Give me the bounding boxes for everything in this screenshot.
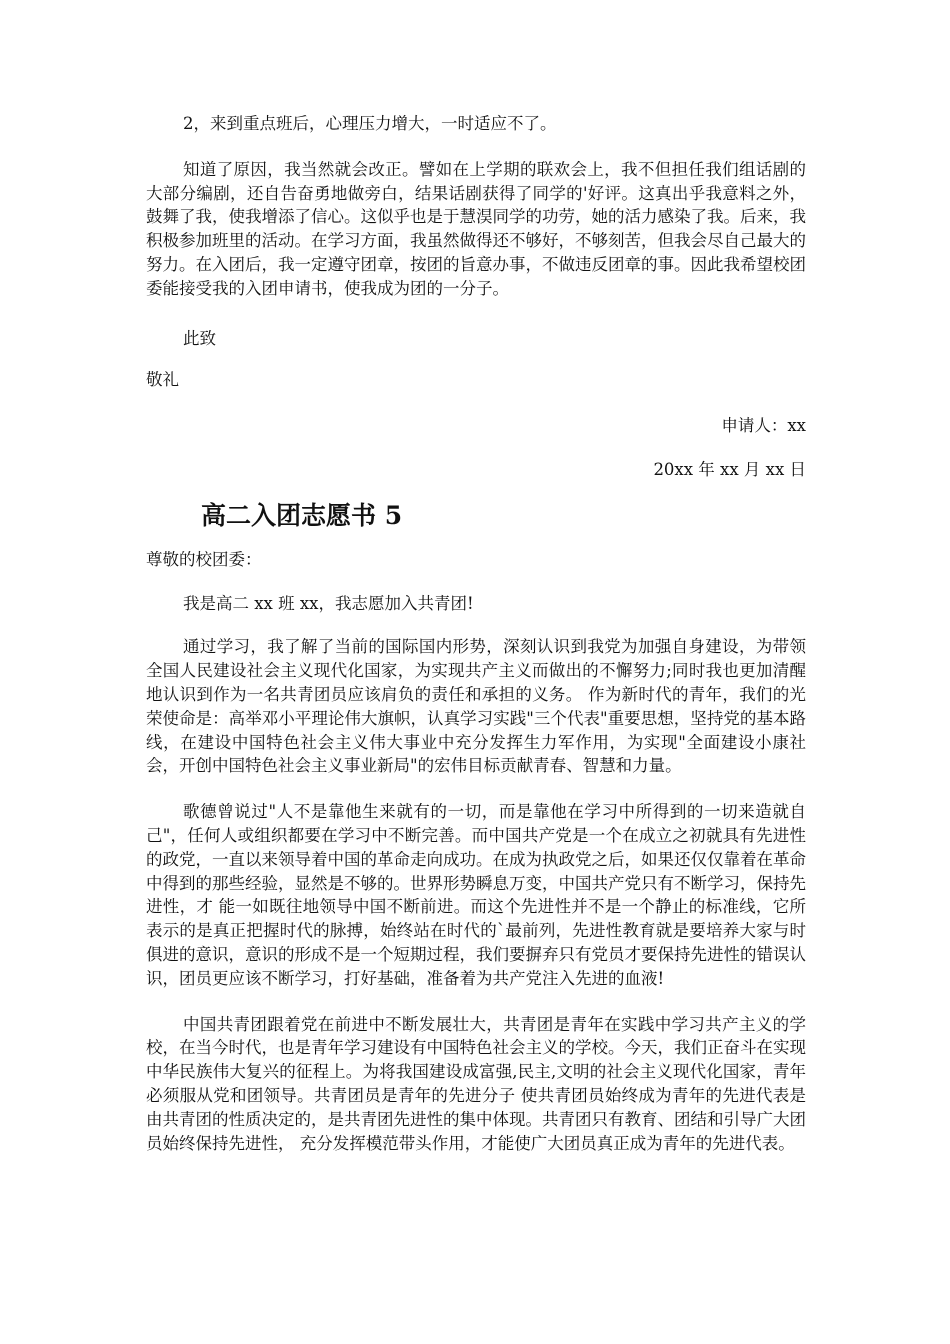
signature-applicant: 申请人：xx [721, 416, 806, 436]
section-title: 高二入团志愿书 5 [201, 500, 403, 530]
closing-cizhi: 此致 [183, 328, 216, 348]
document-page [146, 112, 806, 1155]
paragraph-study: 通过学习，我了解了当前的国际国内形势，深刻认识到我党为加强自身建设，为带领全国人民建设社会主义现代化国家，为实现共产主义而做出的不懈努力;同时我也更加清醒地认识到作为一名共青团员应该肩负的责任和承担的义务。 作为新时代的青年，我们的光荣使命是：高举邓小平理论伟大旗帜，认真学习实践"三个代表"重要思想，坚持党的基本路线，在建设中国特色社会主义伟大事业中充分发挥生力军作用，为实现"全面建设小康社会，开创中国特色社会主义事业新局"的宏伟目标贡献青春、智慧和力量。 [146, 637, 806, 776]
paragraph-league: 中国共青团跟着党在前进中不断发展壮大，共青团是青年在实践中学习共产主义的学校，在当今时代，也是青年学习建设有中国特色社会主义的学校。今天，我们正奋斗在实现中华民族伟大复兴的征程上。为将我国建设成富强,民主,文明的社会主义现代化国家，青年必须服从党和团领导。共青团员是青年的先进分子 使共青团员始终成为青年的先进代表是由共青团的性质决定的，是共青团先进性的集中体现。共青团只有教育、团结和引导广大团员始终保持先进性， 充分发挥模范带头作用，才能使广大团员真正成为青年的先进代表。 [146, 1014, 806, 1153]
closing-jingli: 敬礼 [146, 370, 179, 390]
salutation: 尊敬的校团委： [146, 549, 262, 569]
paragraph-correction: 知道了原因，我当然就会改正。譬如在上学期的联欢会上，我不但担任我们组话剧的大部分编剧，还自告奋勇地做旁白，结果话剧获得了同学的'好评。这真出乎我意料之外，鼓舞了我，使我增添了信心。这似乎也是于慧淏同学的功劳，她的活力感染了我。后来，我积极参加班里的活动。在学习方面，我虽然做得还不够好，不够刻苦，但我会尽自己最大的努力。在入团后，我一定遵守团章，按团的旨意办事，不做违反团章的事。因此我希望校团委能接受我的入团申请书，使我成为团的一分子。 [146, 159, 806, 298]
signature-date: 20xx 年 xx 月 xx 日 [653, 459, 806, 479]
paragraph-reason-2: 2，来到重点班后，心理压力增大，一时适应不了。 [183, 114, 557, 133]
paragraph-goethe: 歌德曾说过"人不是靠他生来就有的一切，而是靠他在学习中所得到的一切来造就自己"，任何人或组织都要在学习中不断完善。而中国共产党是一个在成立之初就具有先进性的政党，一直以来领导着中国的革命走向成功。在成为执政党之后，如果还仅仅靠着在革命中得到的那些经验，显然是不够的。世界形势瞬息万变，中国共产党只有不断学习，保持先进性，才 能一如既往地领导中国不断前进。而这个先进性并不是一个静止的标准线，它所表示的是真正把握时代的脉搏，始终站在时代的`最前列，先进性教育就是要培养大家与时俱进的意识，意识的形成不是一个短期过程，我们要摒弃只有党员才要保持先进性的错误认识，团员更应该不断学习，打好基础，准备着为共产党注入先进的血液! [146, 802, 806, 988]
paragraph-intro: 我是高二 xx 班 xx，我志愿加入共青团! [183, 593, 474, 613]
